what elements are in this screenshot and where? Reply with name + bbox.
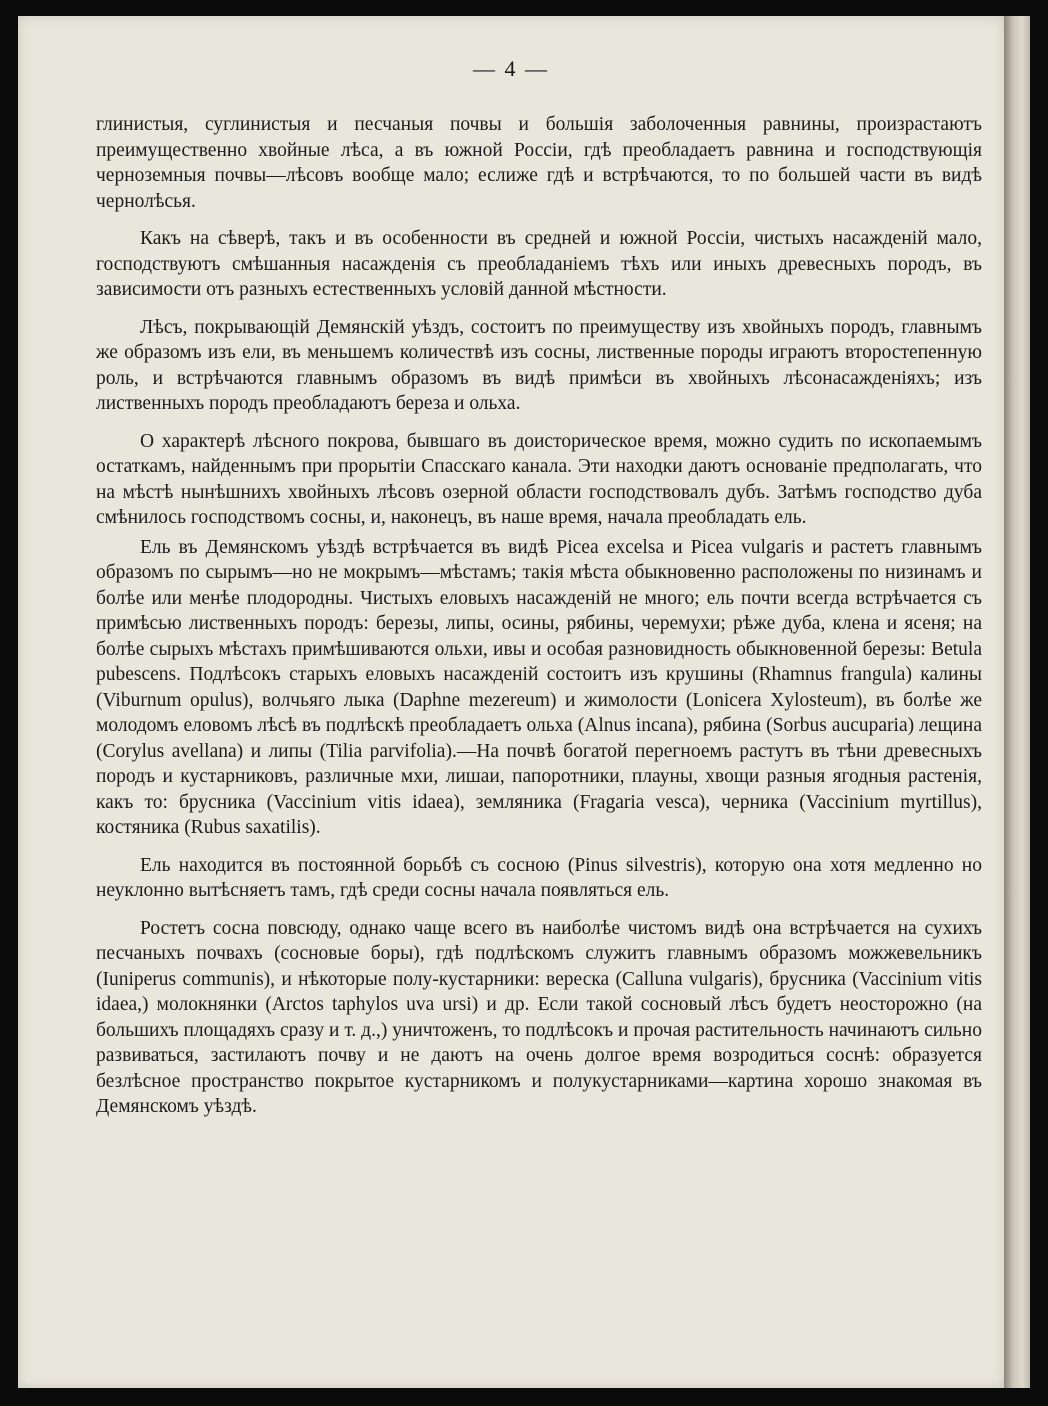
- paragraph-5: Ель въ Демянскомъ уѣздѣ встрѣчается въ видѣ Picea excelsa и Picea vulgaris и растетъ главнымъ образомъ по сырымъ—но не мокрымъ—мѣстамъ; такія мѣста обыкновенно расположены по низинамъ и болѣе или менѣе плодородны. Чистыхъ еловыхъ насажденій не много; ель почти всегда встрѣчается съ примѣсью лиственныхъ породъ: березы, липы, осины, рябины, черемухи; рѣже дуба, клена и ясеня; на болѣе сырыхъ мѣстахъ примѣшиваются ольхи, ивы и особая разновидность обыкновенной березы: Betula pubescens. Подлѣсокъ старыхъ еловыхъ насажденій состоитъ изъ крушины (Rhamnus frangula) калины (Viburnum opulus), волчьяго лыка (Daphne mezereum) и жимолости (Lonicera Xylosteum), въ болѣе же молодомъ еловомъ лѣсѣ въ подлѣскѣ преобладаетъ ольха (Alnus incana), рябина (Sorbus aucuparia) лещина (Corylus avellana) и липы (Tilia parvifolia).—На почвѣ богатой перегноемъ растутъ въ тѣни древесныхъ породъ и кустарниковъ, различные мхи, лишаи, папоротники, плауны, хвощи разныя ягодныя растенія, какъ то: брусника (Vaccinium vitis idaea), земляника (Fragaria vesca), черника (Vaccinium myrtillus), костяника (Rubus saxatilis).: [96, 536, 982, 838]
- body-text: [96, 112, 982, 1132]
- paragraph-7: Ростетъ сосна повсюду, однако чаще всего въ наиболѣе чистомъ видѣ она встрѣчается на сухихъ песчаныхъ почвахъ (сосновые боры), гдѣ подлѣскомъ служитъ главнымъ образомъ можжевельникъ (Iuniperus communis), и нѣкоторые полу-кустарники: вереска (Calluna vulgaris), брусника (Vaccinium vitis idaea,) молокнянки (Arctos taphylos uva ursi) и др. Если такой сосновый лѣсъ будетъ неосторожно (на большихъ площадяхъ сразу и т. д.,) уничтоженъ, то подлѣсокъ и прочая растительность начинаютъ сильно развиваться, застилаютъ почву и не даютъ на очень долгое время возродиться соснѣ: образуется безлѣсное пространство покрытое кустарникомъ и полукустарниками—картина хорошо знакомая въ Демянскомъ уѣздѣ.: [96, 917, 982, 1117]
- paragraph-1: глинистыя, суглинистыя и песчаныя почвы и большія заболоченныя равнины, произрастаютъ преимущественно хвойные лѣса, а въ южной Россіи, гдѣ преобладаетъ равнина и господствующія черноземныя почвы—лѣсовъ вообще мало; еслиже гдѣ и встрѣчаются, то по большей части въ видѣ чернолѣсья.: [96, 114, 982, 212]
- paragraph-3: Лѣсъ, покрывающій Демянскій уѣздъ, состоитъ по преимуществу изъ хвойныхъ породъ, главнымъ же образомъ изъ ели, въ меньшемъ количествѣ изъ сосны, лиственные породы играютъ второстепенную роль, и встрѣчаются главнымъ образомъ въ видѣ примѣси въ хвойныхъ лѣсонасажденіяхъ; изъ лиственныхъ породъ преобладаютъ береза и ольха.: [96, 316, 982, 414]
- paragraph-4: О характерѣ лѣсного покрова, бывшаго въ доисторическое время, можно судить по ископаемымъ остаткамъ, найденнымъ при прорытіи Спасскаго канала. Эти находки даютъ основаніе предполагать, что на мѣстѣ нынѣшнихъ хвойныхъ лѣсовъ озерной области господствовалъ дубъ. Затѣмъ господство дуба смѣнилось господствомъ сосны, и, наконецъ, въ наше время, начала преобладать ель.: [96, 430, 982, 528]
- page-edge: [1004, 16, 1030, 1388]
- paragraph-2: Какъ на сѣверѣ, такъ и въ особенности въ средней и южной Россіи, чистыхъ насажденій мало, господствуютъ смѣшанныя насажденія съ преобладаніемъ тѣхъ или иныхъ древесныхъ породъ, въ зависимости отъ разныхъ естественныхъ условій данной мѣстности.: [96, 228, 982, 300]
- document-page: [18, 16, 1004, 1388]
- page-number: — 4 —: [473, 56, 549, 81]
- paragraph-6: Ель находится въ постоянной борьбѣ съ сосною (Pinus silvestris), которую она хотя медленно но неуклонно вытѣсняетъ тамъ, гдѣ среди сосны начала появляться ель.: [96, 854, 982, 901]
